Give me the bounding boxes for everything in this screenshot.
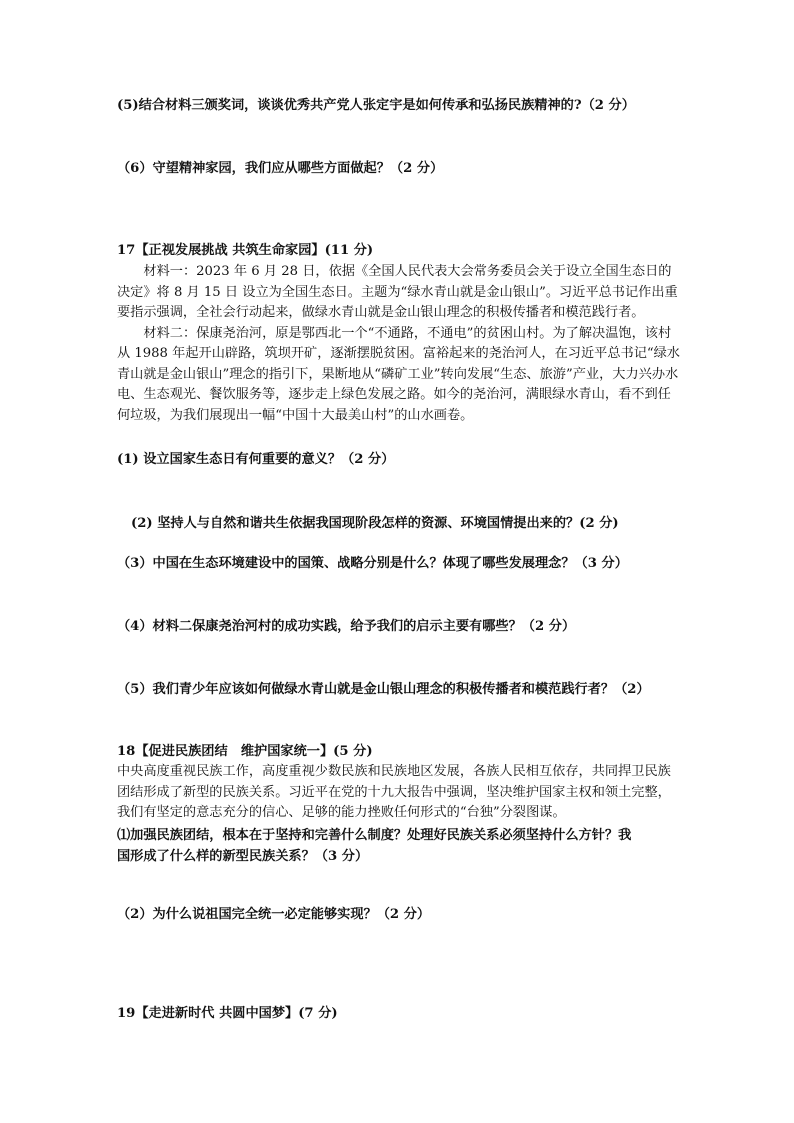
q18-sub1-question-line1: ⑴加强民族团结，根本在于坚持和完善什么制度？处理好民族关系必须坚持什么方针？我 (117, 828, 632, 843)
q17-title: 17【正视发展挑战 共筑生命家园】(11 分) (117, 243, 374, 258)
q18-material (117, 762, 683, 824)
q18-sub2-question: （2）为什么说祖国完全统一必定能够实现？（2 分） (117, 907, 431, 922)
q17-material-2: 材料二：保康尧治河，原是鄂西北一个“不通路，不通电”的贫困山村。为了解决温饱，该村从 1988 年起开山辟路，筑坝开矿，逐渐摆脱贫困。富裕起来的尧治河人，在习近平总书记“绿水青山就是金山银山”理念的指引下，果断地从“磷矿工业”转向发展“生态、旅游”产业，大力兴办水电、生态观光、餐饮服务等，逐步走上绿色发展之路。如今的尧治河，满眼绿水青山，看不到任何垃圾，为我们展现出一幅“中国十大最美山村”的山水画卷。 (117, 325, 680, 423)
q17-material-1: 材料一：2023 年 6 月 28 日，依据《全国人民代表大会常务委员会关于设立全国生态日的决定》将 8 月 15 日 设立为全国生态日。主题为“绿水青山就是金山银山”。习近平总书记作出重要指示强调，全社会行动起来，做绿水青山就是金山银山理念的积极传播者和模范践行者。 (117, 264, 678, 320)
q18-sub1-question-line2: 国形成了什么样的新型民族关系？（3 分） (117, 849, 369, 864)
q17-sub3-question: （3）中国在生态环境建设中的国策、战略分别是什么？体现了哪些发展理念？（3 分） (117, 556, 628, 571)
q17-sub1-question: (1) 设立国家生态日有何重要的意义？（2 分） (117, 452, 395, 467)
q16-sub6-question: （6）守望精神家园，我们应从哪些方面做起？（2 分） (117, 161, 444, 176)
q17-materials (117, 262, 683, 426)
q16-sub5-question: (5)结合材料三颁奖词，谈谈优秀共产党人张定宇是如何传承和弘扬民族精神的?（2 分） (117, 98, 635, 113)
q17-sub4-question: （4）材料二保康尧治河村的成功实践，给予我们的启示主要有哪些？（2 分） (117, 619, 576, 634)
q18-material-text: 中央高度重视民族工作，高度重视少数民族和民族地区发展，各族人民相互依存，共同捍卫民族团结形成了新型的民族关系。习近平在党的十九大报告中强调，坚决维护国家主权和领土完整，我们有坚定的意志充分的信心、足够的能力挫败任何形式的“台独”分裂图谋。 (117, 764, 671, 820)
q18-title: 18【促进民族团结 维护国家统一】(5 分) (117, 744, 373, 759)
q17-sub2-question: (2) 坚持人与自然和谐共生依据我国现阶段怎样的资源、环境国情提出来的？(2 分) (131, 516, 619, 531)
q17-sub5-question: （5）我们青少年应该如何做绿水青山就是金山银山理念的积极传播者和模范践行者？（2） (117, 682, 650, 697)
q19-title: 19【走进新时代 共圆中国梦】(7 分) (117, 1006, 338, 1021)
